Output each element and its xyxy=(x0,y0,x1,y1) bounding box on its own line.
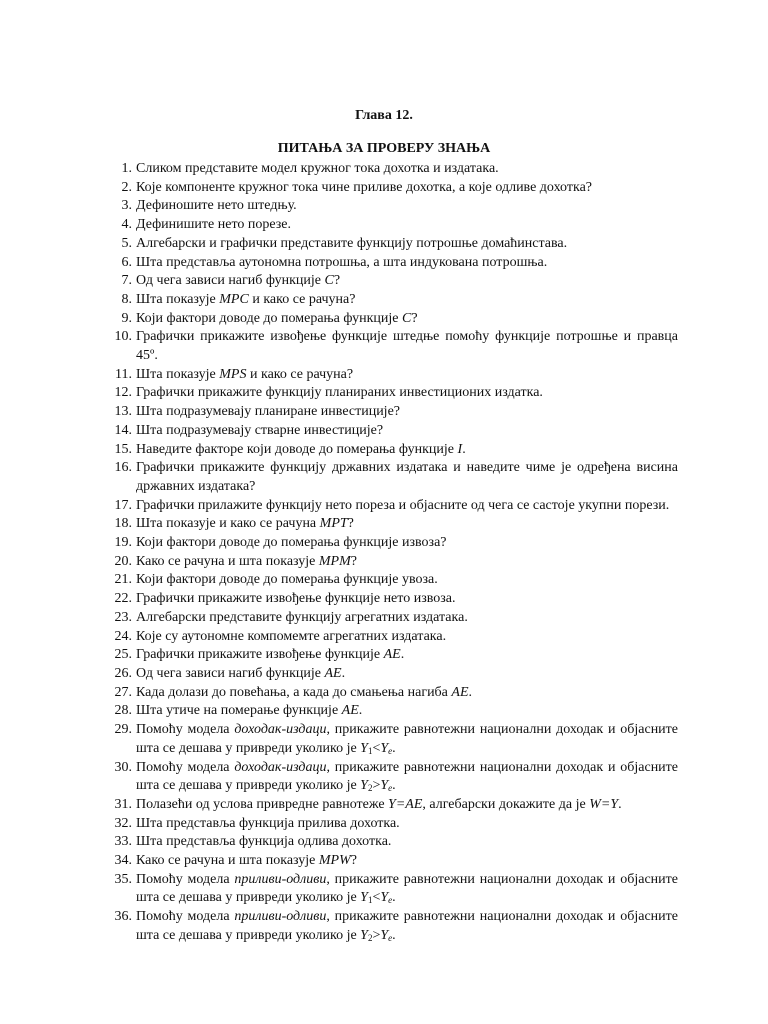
question-number: 35 . xyxy=(100,871,132,890)
question-text: Дефинишите нето порезе. xyxy=(136,217,292,233)
question-text: Помоћу модела приливи-одливи, прикажите равнотежни национални доходак и објасните шта се дешава у привреди уколико је $Y_2>Y_e$. xyxy=(136,909,679,943)
question-item xyxy=(100,815,678,834)
question-number: 2 . xyxy=(100,179,132,198)
question-text: Шта представља аутономна потрошња, а шта индукована потрошња. xyxy=(136,254,548,270)
question-item xyxy=(100,197,678,216)
question-item xyxy=(100,721,678,758)
question-item xyxy=(100,796,678,815)
question-number: 15 . xyxy=(100,441,132,460)
question-text: Графички прилажите функцију нето пореза и објасните од чега се састоје укупни порези. xyxy=(136,497,670,513)
question-number: 11 . xyxy=(100,366,132,385)
question-item xyxy=(100,665,678,684)
question-item xyxy=(100,422,678,441)
question-item xyxy=(100,609,678,628)
question-item xyxy=(100,497,678,516)
question-text: Дефиношите нето штедњу. xyxy=(136,198,297,214)
question-item xyxy=(100,646,678,665)
question-text: Које компоненте кружног тока чине приливе дохотка, а које одливе дохотка? xyxy=(136,179,592,195)
question-item xyxy=(100,534,678,553)
question-text: Алгебарски и графички представите функцију потрошње домаћинстава. xyxy=(136,235,568,251)
question-number: 22 . xyxy=(100,590,132,609)
question-item xyxy=(100,871,678,908)
question-number: 24 . xyxy=(100,628,132,647)
question-text: Полазећи од услова привредне равнотеже Y=AE, алгебарски докажите да је W=Y. xyxy=(136,796,622,812)
question-number: 21 . xyxy=(100,571,132,590)
question-text: Алгебарски представите функцију агрегатних издатака. xyxy=(136,609,468,625)
question-item xyxy=(100,403,678,422)
question-item xyxy=(100,515,678,534)
question-number: 4 . xyxy=(100,216,132,235)
question-text: Шта показује MPS и како се рачуна? xyxy=(136,366,354,382)
question-text: Графички прикажите извођење функције штедње помоћу функције потрошње и правца 45º. xyxy=(136,329,678,364)
question-text: Шта подразумевају стварне инвестиције? xyxy=(136,422,384,438)
question-text: Графички прикажите извођење функције AE. xyxy=(136,647,405,663)
question-text: Сликом представите модел кружног тока дохотка и издатака. xyxy=(136,161,499,176)
question-number: 36 . xyxy=(100,908,132,927)
question-number: 27 . xyxy=(100,684,132,703)
question-number: 9 . xyxy=(100,310,132,329)
question-item xyxy=(100,628,678,647)
question-item xyxy=(100,235,678,254)
section-heading: ПИТАЊА ЗА ПРОВЕРУ ЗНАЊА xyxy=(277,141,491,156)
question-number: 10 . xyxy=(100,328,132,347)
question-number: 13 . xyxy=(100,403,132,422)
question-text: Шта показује MPC и како се рачуна? xyxy=(136,291,356,307)
question-item xyxy=(100,833,678,852)
question-number: 14 . xyxy=(100,422,132,441)
question-number: 23 . xyxy=(100,609,132,628)
question-number: 32 . xyxy=(100,815,132,834)
question-text: Наведите факторе који доводе до померања функције I. xyxy=(136,441,466,457)
question-number: 28 . xyxy=(100,702,132,721)
question-item xyxy=(100,216,678,235)
question-text: Графички прикажите функцију планираних инвестиционих издатка. xyxy=(136,385,543,401)
question-text: Графички прикажите извођење функције нето извоза. xyxy=(136,591,456,607)
question-text: Помоћу модела доходак-издаци, прикажите равнотежни национални доходак и објасните шта се дешава у привреди уколико је $Y_1<Y_e$. xyxy=(136,722,679,756)
question-item xyxy=(100,179,678,198)
question-number: 5 . xyxy=(100,235,132,254)
question-item xyxy=(100,908,678,945)
question-number: 7 . xyxy=(100,272,132,291)
question-number: 34 . xyxy=(100,852,132,871)
question-number: 8 . xyxy=(100,291,132,310)
question-text: Графички прикажите функцију државних издатака и наведите чиме је одређена висина државних издатака? xyxy=(136,460,678,494)
question-number: 20 . xyxy=(100,553,132,572)
question-item xyxy=(100,590,678,609)
question-item xyxy=(100,291,678,310)
question-text: Који фактори доводе до померања функције извоза? xyxy=(136,535,447,551)
question-text: Које су аутономне компомемте агрегатних издатака. xyxy=(136,628,447,644)
question-number: 17 . xyxy=(100,497,132,516)
question-item xyxy=(100,254,678,273)
question-item xyxy=(100,684,678,703)
question-number: 29 . xyxy=(100,721,132,740)
question-text: Како се рачуна и шта показује MPW? xyxy=(136,853,357,869)
question-number: 1 . xyxy=(100,160,132,179)
question-number: 19 . xyxy=(100,534,132,553)
chapter-title: Глава 12. xyxy=(355,108,413,123)
question-item xyxy=(100,310,678,329)
question-text: Када долази до повећања, а када до смањења нагиба AE. xyxy=(136,684,473,700)
question-item xyxy=(100,852,678,871)
question-text: Како се рачуна и шта показује MPM? xyxy=(136,553,357,569)
question-item xyxy=(100,459,678,496)
question-list xyxy=(100,160,678,946)
question-text: Од чега зависи нагиб функције C? xyxy=(136,273,341,289)
question-text: Од чега зависи нагиб функције AE. xyxy=(136,665,346,681)
question-number: 33 . xyxy=(100,833,132,852)
question-item xyxy=(100,160,678,179)
question-item xyxy=(100,441,678,460)
question-number: 26 . xyxy=(100,665,132,684)
question-text: Помоћу модела доходак-издаци, прикажите равнотежни национални доходак и објасните шта се дешава у привреди уколико је $Y_2>Y_e$. xyxy=(136,759,679,794)
question-number: 31 . xyxy=(100,796,132,815)
question-item xyxy=(100,366,678,385)
question-item xyxy=(100,553,678,572)
question-text: Шта представља функција одлива дохотка. xyxy=(136,834,392,850)
question-text: Шта показује и како се рачуна MPT? xyxy=(136,516,354,532)
question-text: Који фактори доводе до померања функције увоза. xyxy=(136,572,438,588)
question-text: Шта подразумевају планиране инвестиције? xyxy=(136,404,401,420)
question-item xyxy=(100,759,678,796)
question-item xyxy=(100,702,678,721)
question-item xyxy=(100,571,678,590)
question-text: Шта утиче на померање функције AE. xyxy=(136,703,363,719)
question-number: 6 . xyxy=(100,254,132,273)
question-item xyxy=(100,328,678,365)
question-number: 18 . xyxy=(100,515,132,534)
question-text: Помоћу модела приливи-одливи, прикажите равнотежни национални доходак и објасните шта се дешава у привреди уколико је $Y_1<Y_e$. xyxy=(136,871,679,906)
question-item xyxy=(100,384,678,403)
question-number: 3 . xyxy=(100,197,132,216)
question-item xyxy=(100,272,678,291)
question-number: 12 . xyxy=(100,384,132,403)
question-number: 30 . xyxy=(100,759,132,778)
question-text: Шта представља функција прилива дохотка. xyxy=(136,815,400,831)
question-number: 25 . xyxy=(100,646,132,665)
question-number: 16 . xyxy=(100,459,132,478)
question-text: Који фактори доводе до померања функције C? xyxy=(136,310,418,326)
